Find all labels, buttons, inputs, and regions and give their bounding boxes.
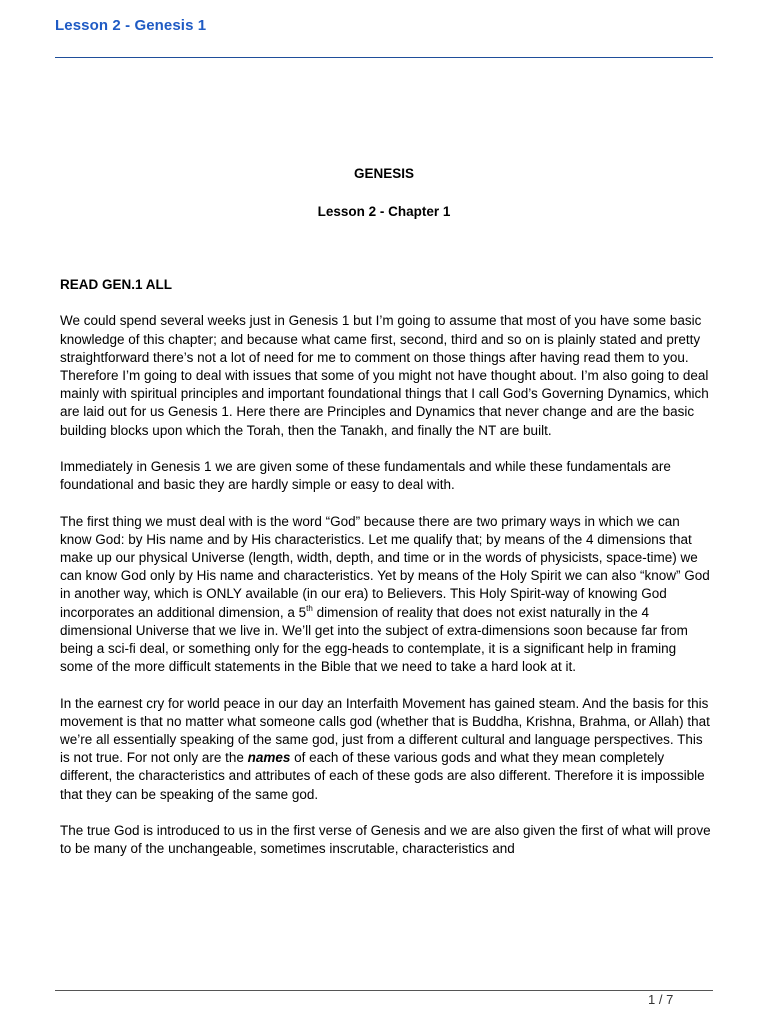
document-subtitle: Lesson 2 - Chapter 1 bbox=[317, 204, 451, 219]
header-divider bbox=[55, 57, 713, 58]
footer-divider bbox=[55, 990, 713, 991]
document-body bbox=[60, 276, 712, 877]
paragraph-5: The true God is introduced to us in the first verse of Genesis and we are also given the first of what will prove to be many of the unchangeable, sometimes inscrutable, characteristics and bbox=[60, 823, 711, 857]
paragraph-1: We could spend several weeks just in Genesis 1 but I’m going to assume that most of you have some basic knowledge of this chapter; and because what came first, second, third and so on is plainly stated and pretty straightforward there’s not a lot of need for me to comment on those things after having read them to you. Therefore I’m going to deal with issues that some of you might not have thought about. I’m also going to deal mainly with spiritual principles and important foundational things that I call God’s Governing Dynamics, which are laid out for us Genesis 1. Here there are Principles and Dynamics that never change and are the basic building blocks upon which the Torah, then the Tanakh, and finally the NT are built. bbox=[60, 313, 709, 438]
header-title: Lesson 2 - Genesis 1 bbox=[55, 17, 207, 34]
read-heading: READ GEN.1 ALL bbox=[60, 277, 173, 292]
paragraph-4 bbox=[60, 695, 712, 804]
paragraph-3 bbox=[60, 513, 712, 677]
paragraph-2: Immediately in Genesis 1 we are given some of these fundamentals and while these fundamentals are foundational and basic they are hardly simple or easy to deal with. bbox=[60, 459, 671, 493]
paragraph-3-part-b: dimension of reality that does not exist naturally in the 4 dimensional Universe that we live in. We’ll get into the subject of extra-dimensions soon because far from being a sci-fi deal, or something only for the egg-heads to contemplate, it is a significant help in framing some of the more difficult statements in the Bible that we need to take a hard look at it. bbox=[60, 604, 688, 675]
paragraph-4-part-b: of each of these various gods and what they mean completely different, the characteristics and attributes of each of these gods are also different. Therefore it is impossible that they can be speaking of the same god. bbox=[60, 750, 705, 802]
emphasis-names: names bbox=[247, 750, 291, 766]
document-title: GENESIS bbox=[353, 166, 415, 181]
paragraph-4-part-a: In the earnest cry for world peace in our day an Interfaith Movement has gained steam. And the basis for this movement is that no matter what someone calls god (whether that is Buddha, Krishna, Brahma, or Allah) that we’re all essentially speaking of the same god, just from a different cultural and language perspectives. This is not true. For not only are the bbox=[60, 695, 710, 766]
page-number: 1 / 7 bbox=[648, 992, 674, 1007]
paragraph-3-part-a: The first thing we must deal with is the word “God” because there are two primary ways in which we can know God: by His name and by His characteristics. Let me qualify that; by means of the 4 dimensions that make up our physical Universe (length, width, depth, and time or in the words of physicists, space-time) we can know God only by His name and characteristics. Yet by means of the Holy Spirit we can also “know” God in another way, which is ONLY available (in our era) to Believers. This Holy Spirit-way of knowing God incorporates an additional dimension, a 5 bbox=[60, 513, 710, 620]
superscript-th: th bbox=[306, 603, 313, 613]
